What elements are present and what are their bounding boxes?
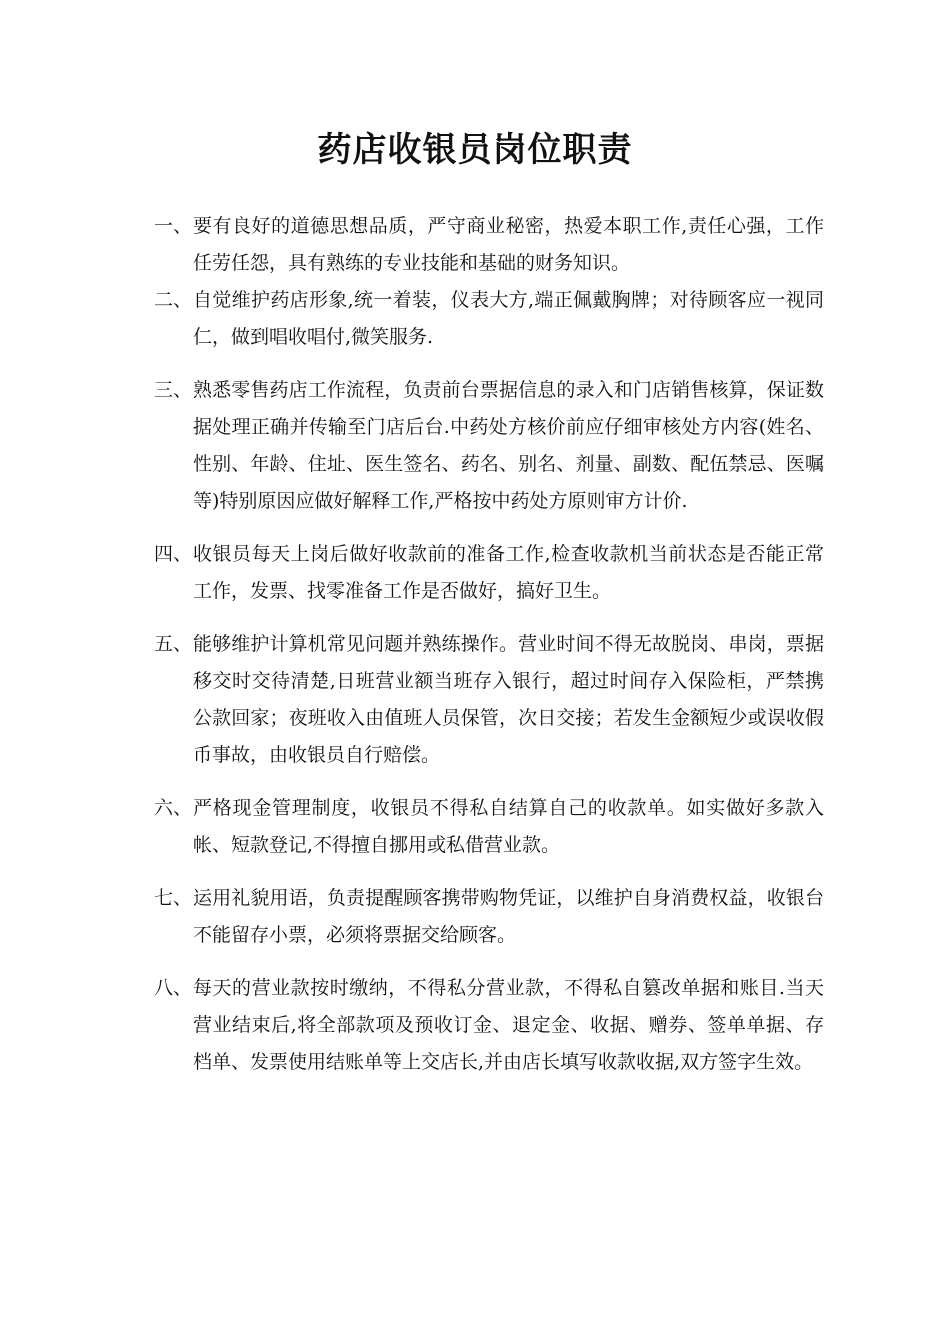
duty-text: 熟悉零售药店工作流程，负责前台票据信息的录入和门店销售核算，保证数据处理正确并传输至门店后台.中药处方核价前应仔细审核处方内容(姓名、性别、年龄、住址、医生签名、药名、别名、剂量、副数、配伍禁忌、医嘱等)特别原因应做好解释工作,严格按中药处方原则审方计价. xyxy=(193,379,824,512)
duty-item-1 xyxy=(154,208,824,282)
duty-number: 三、 xyxy=(154,379,193,401)
duty-number: 六、 xyxy=(154,797,193,819)
duty-item-4 xyxy=(154,536,824,610)
duty-text: 要有良好的道德思想品质，严守商业秘密，热爱本职工作,责任心强，工作任劳任怨，具有熟练的专业技能和基础的财务知识。 xyxy=(193,215,824,274)
duty-text: 每天的营业款按时缴纳，不得私分营业款，不得私自篡改单据和账目.当天营业结束后,将全部款项及预收订金、退定金、收据、赠券、签单单据、存档单、发票使用结账单等上交店长,并由店长填写收款收据,双方签字生效。 xyxy=(193,977,824,1073)
duty-number: 七、 xyxy=(154,887,193,909)
document-title: 药店收银员岗位职责 xyxy=(317,130,633,170)
duty-text: 严格现金管理制度，收银员不得私自结算自己的收款单。如实做好多款入帐、短款登记,不得擅自挪用或私借营业款。 xyxy=(193,797,824,856)
duty-item-8 xyxy=(154,970,824,1081)
duty-number: 四、 xyxy=(154,543,193,565)
duty-number: 一、 xyxy=(154,215,193,237)
duty-text: 运用礼貌用语，负责提醒顾客携带购物凭证，以维护自身消费权益，收银台不能留存小票，必须将票据交给顾客。 xyxy=(193,887,824,946)
duty-number: 五、 xyxy=(154,633,193,655)
duty-text: 自觉维护药店形象,统一着装，仪表大方,端正佩戴胸牌；对待顾客应一视同仁，做到唱收唱付,微笑服务. xyxy=(193,289,824,348)
duty-number: 八、 xyxy=(154,977,193,999)
duty-text: 能够维护计算机常见问题并熟练操作。营业时间不得无故脱岗、串岗，票据移交时交待清楚,日班营业额当班存入银行，超过时间存入保险柜，严禁携公款回家；夜班收入由值班人员保管，次日交接；若发生金额短少或误收假币事故，由收银员自行赔偿。 xyxy=(193,633,824,766)
duty-item-2 xyxy=(154,282,824,356)
duty-text: 收银员每天上岗后做好收款前的准备工作,检查收款机当前状态是否能正常工作，发票、找零准备工作是否做好，搞好卫生。 xyxy=(193,543,824,602)
duty-item-3 xyxy=(154,372,824,520)
duty-list xyxy=(154,208,824,1081)
duty-item-7 xyxy=(154,880,824,954)
duty-number: 二、 xyxy=(154,289,193,311)
duty-item-6 xyxy=(154,790,824,864)
duty-item-5 xyxy=(154,626,824,774)
